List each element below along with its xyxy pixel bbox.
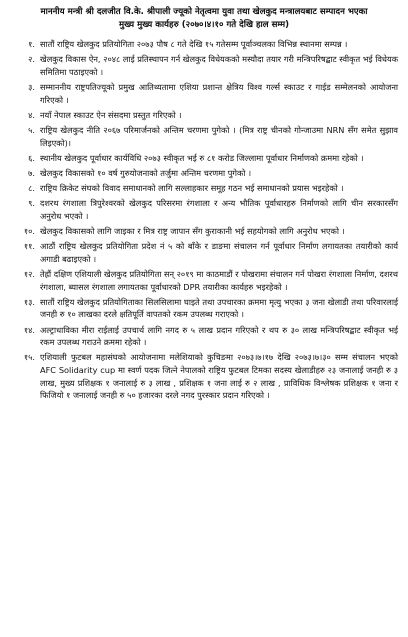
list-item (10, 225, 398, 238)
item-text: अल्ट्राधाविका मीरा राईलाई उपचार्थ लागि नगद रु ५ लाख प्रदान गरिएको र थप रु ३० लाख मन्त्रिपरिषद्बाट स्वीकृत भई रकम उपलब्ध गराउने क्रममा रहेको । (40, 324, 398, 348)
list-item (10, 53, 398, 78)
item-text: नयाँ नेपाल स्काउट ऐन संसदमा प्रस्तुत गरिएको । (40, 109, 182, 120)
item-text: तेह्रौं दक्षिण एशियाली खेलकुद प्रतियोगिता सन् २०१९ मा काठमाडौं र पोखरामा संचालन गर्न पोखरा रंगशाला निर्माण, दशरथ रंगशाला, ब्यासल रंगशाला लगायतका पूर्वाधारको DPR तयारीका कार्यहरु भइरहेको । (40, 269, 398, 292)
list-item (10, 81, 398, 106)
list-item (10, 324, 398, 349)
item-number: ११. (23, 241, 35, 252)
item-text: खेलकुद विकास ऐन, २०४८ लाई प्रतिस्थापन गर्न खेलकुद विधेयकको मस्यौदा तयार गरी मन्त्रिपरिषद्बाट स्वीकृत भई विधेयक समितिमा पठाइएको । (40, 54, 398, 77)
item-number: ४. (28, 109, 35, 120)
item-text: सातौं राष्ट्रिय खेलकुद प्रतियोगिता २०७३ पौष ८ गते देखि १५ गतेसम्म पूर्वाञ्चलका विभिन्न स्थानमा सम्पन्न । (40, 39, 348, 49)
item-number: १३. (23, 296, 35, 307)
item-number: १२. (23, 269, 35, 280)
item-text: राष्ट्रिय क्रिकेट संघको विवाद समाधानको लागि सल्लाहकार समूह गठन भई समाधानको प्रयास भइरहेको । (40, 183, 344, 194)
item-number: ५. (28, 124, 35, 135)
item-text: आठौं राष्ट्रिय खेलकुद प्रतियोगिता प्रदेश नं ५ को बाँके र डाङमा संचालन गर्न पूर्वाधार निर्माण लगायतका तयारीको कार्य अगाडी बढाइएको । (40, 241, 398, 264)
item-number: ८. (28, 183, 35, 194)
item-number: १४. (23, 324, 35, 335)
list-item (10, 197, 398, 222)
item-number: ७. (28, 167, 35, 178)
item-text: राष्ट्रिय खेलकुद नीति २०६७ परिमार्जनको अन्तिम चरणमा पुगेको । (मित्र राष्ट्र चीनको गोन्जाउमा NRN सँग समेत सुझाव लिइएको)। (40, 124, 398, 148)
item-text: सम्माननीय राष्ट्रपतिज्यूको प्रमुख आतिथ्यतामा एशिया प्रशान्त क्षेत्रिय विश्व गर्ल्स स्काउट र गाईड सम्मेलनको आयोजना गरिएको । (40, 81, 398, 105)
item-number: ३. (28, 81, 35, 92)
list-item (10, 124, 398, 149)
list-item (10, 182, 398, 195)
item-text: सातौं राष्ट्रिय खेलकुद प्रतियोगिताका सिलसिलामा घाइते तथा उपचारका क्रममा मृत्यु भएका ३ जना खेलाडी तथा परिवारलाई जनही रु १० लाखका दरले क्षतिपूर्ति वापतको रकम उपलब्ध गराएको । (40, 296, 398, 320)
list-item (10, 109, 398, 122)
list-item (10, 152, 398, 165)
item-number: १. (28, 39, 35, 49)
list-item (10, 167, 398, 180)
title-line-1: माननीय मन्त्री श्री दलजीत वि.के. श्रीपाली ज्यूको नेतृत्वमा युवा तथा खेलकुद मन्त्रालयबाट सम्पादन भएका (40, 7, 368, 17)
list-item (10, 240, 398, 265)
list-item (10, 296, 398, 321)
item-text: एशियाली फुटबल महासंघको आयोजनामा मलेशियाको कुचिङमा २०७३।७।१७ देखि २०७३।७।३० सम्म संचालन भएको AFC Solidarity cup मा स्वर्ण पदक जित्ने नेपालको राष्ट्रिय फुटबल टिमका सदस्य खेलाडीहरु २३ जनालाई जनही रु ३ लाख, मुख्य प्रशिक्षक १ जनालाई रु ३ लाख , प्रशिक्षक १ जना लाई रु २ लाख , प्राविधिक विश्लेषक प्रशिक्षक १ जना र फिजियो १ जनालाई जनही रु ५० हजारका दरले नगद पुरस्कार प्रदान गरिएको । (40, 352, 398, 401)
item-text: स्थानीय खेलकुद पूर्वाधार कार्यविधि २०७३ स्वीकृत भई रु ८१ करोड जिल्लामा पूर्वाधार निर्माणको क्रममा रहेको । (40, 152, 364, 163)
title-line-2: मुख्य मुख्य कार्यहरु (२०७०।४।१० गते देखि हाल सम्म) (118, 20, 290, 30)
item-number: २. (28, 54, 35, 65)
item-text: खेलकुद विकासको लागि जाइका र मित्र राष्ट्र जापान सँग कुराकानी भई सहयोगको लागि अनुरोध भएको । (40, 226, 345, 237)
item-number: ६. (28, 152, 35, 163)
item-number: १०. (23, 226, 35, 237)
item-text: खेलकुद विकासको १० वर्ष गुरुयोजनाको तर्जुमा अन्तिम चरणमा पुगेको । (40, 167, 252, 178)
list-item (10, 351, 398, 401)
document-title (10, 6, 398, 32)
list-item (10, 268, 398, 293)
list-item (10, 38, 398, 51)
item-number: ९. (28, 198, 35, 209)
item-text: दशरथ रंगशाला त्रिपुरेश्वरको खेलकुद परिसरमा रंगशाला र अन्य भौतिक पूर्वाधारहरु निर्माणको लागि चीन सरकारसँग अनुरोध भएको । (40, 198, 398, 221)
item-number: १५. (23, 352, 35, 363)
